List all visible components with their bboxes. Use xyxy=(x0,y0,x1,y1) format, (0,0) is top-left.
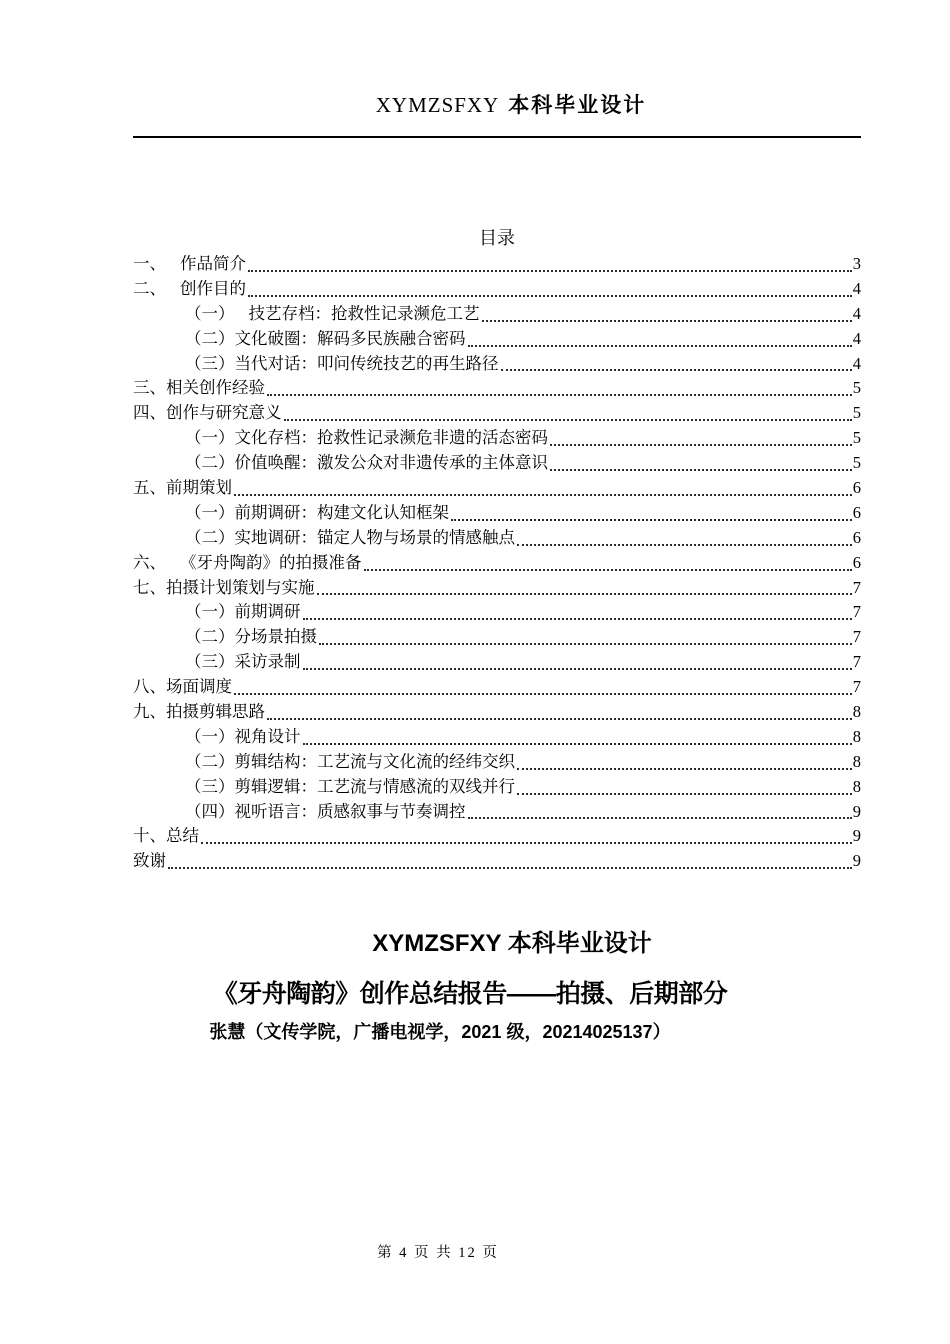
toc-entry-text: 《牙舟陶韵》的拍摄准备 xyxy=(180,552,362,572)
toc-entry-number: 五、 xyxy=(133,478,166,498)
report-heading: XYMZSFXY 本科毕业设计 xyxy=(372,930,652,957)
page-footer: 第 4 页 共 12 页 xyxy=(377,1245,499,1261)
toc-entry-page: 6 xyxy=(852,502,861,522)
toc-entry-page: 3 xyxy=(852,254,861,273)
toc-entry-text: 视角设计 xyxy=(234,726,301,746)
toc-entry-gap xyxy=(166,277,180,302)
toc-entry-number: 七、 xyxy=(133,577,166,597)
toc-entry-page: 4 xyxy=(852,303,861,323)
toc-entry-page: 9 xyxy=(852,801,861,821)
toc-entry-number: （一） xyxy=(185,602,235,622)
toc-entry-page: 5 xyxy=(852,453,861,473)
toc-entry-number: （二） xyxy=(185,453,235,473)
toc-leader-dots xyxy=(548,451,853,476)
toc-entry-text: 创作目的 xyxy=(180,278,246,298)
toc-entry-number: 一、 xyxy=(133,254,166,273)
toc-entry-page: 5 xyxy=(852,428,861,448)
toc-entry-page: 6 xyxy=(852,527,861,547)
toc-leader-dots xyxy=(449,501,853,526)
toc-leader-dots xyxy=(499,352,853,377)
toc-entry-text: 技艺存档：抢救性记录濒危工艺 xyxy=(248,303,480,323)
toc-entry[interactable] xyxy=(133,302,861,327)
toc-entry-text: 实地调研：锚定人物与场景的情感触点 xyxy=(234,527,515,547)
toc-entry[interactable] xyxy=(133,401,861,426)
toc-entry-number: 六、 xyxy=(133,552,166,572)
toc-entry-text: 创作与研究意义 xyxy=(166,403,282,423)
toc-entry[interactable] xyxy=(133,600,861,625)
toc-entry-text: 场面调度 xyxy=(166,677,232,697)
toc-entry-text: 致谢 xyxy=(133,851,166,871)
toc-entry[interactable] xyxy=(133,625,861,650)
toc-entry-page: 6 xyxy=(852,552,861,572)
toc-leader-dots xyxy=(232,476,853,501)
toc-entry-gap xyxy=(166,252,180,277)
toc-leader-dots xyxy=(246,252,853,277)
toc-entry[interactable] xyxy=(133,277,861,302)
toc-entry-page: 9 xyxy=(852,826,861,846)
report-title: 《牙舟陶韵》创作总结报告——拍摄、后期部分 xyxy=(212,980,728,1008)
toc-entry-page: 7 xyxy=(852,602,861,622)
toc-entry-text: 当代对话：叩问传统技艺的再生路径 xyxy=(234,353,499,373)
toc-leader-dots xyxy=(301,725,853,750)
toc-entry-page: 7 xyxy=(852,577,861,597)
toc-leader-dots xyxy=(282,401,853,426)
toc-entry-number: 二、 xyxy=(133,278,166,298)
toc-leader-dots xyxy=(232,675,853,700)
toc-entry-page: 4 xyxy=(852,278,861,298)
toc-entry[interactable] xyxy=(133,750,861,775)
toc-entry[interactable] xyxy=(133,501,861,526)
toc-entry[interactable] xyxy=(133,675,861,700)
toc-entry[interactable] xyxy=(133,775,861,800)
toc-entry-text: 前期调研 xyxy=(234,602,301,622)
toc-title: 目录 xyxy=(479,228,515,248)
toc-entry-text: 作品简介 xyxy=(180,254,246,273)
toc-entry-gap xyxy=(166,551,180,576)
toc-entry[interactable] xyxy=(133,526,861,551)
toc-entry-number: 十、 xyxy=(133,826,166,846)
toc-entry-page: 8 xyxy=(852,726,861,746)
toc-entry-text: 文化破圈：解码多民族融合密码 xyxy=(234,328,466,348)
report-author: 张慧（文传学院，广播电视学，2021 级，20214025137） xyxy=(209,1022,671,1042)
toc-entry-text: 相关创作经验 xyxy=(166,378,265,398)
toc-entry-text: 采访录制 xyxy=(234,652,301,672)
toc-entry-number: （三） xyxy=(185,652,235,672)
toc-entry[interactable] xyxy=(133,725,861,750)
toc-leader-dots xyxy=(466,327,853,352)
toc-leader-dots xyxy=(166,849,853,874)
toc-leader-dots xyxy=(315,576,853,601)
toc-leader-dots xyxy=(515,750,853,775)
toc-entry-number: （四） xyxy=(185,801,235,821)
toc-leader-dots xyxy=(466,800,853,825)
toc-entry-text: 拍摄计划策划与实施 xyxy=(166,577,315,597)
toc-entry-number: 三、 xyxy=(133,378,166,398)
toc-entry[interactable] xyxy=(133,252,861,277)
toc-list xyxy=(133,252,861,874)
toc-entry-number: （一） xyxy=(185,502,235,522)
header-title-cjk: 本科毕业设计 xyxy=(508,93,647,117)
toc-entry-number: 四、 xyxy=(133,403,166,423)
toc-entry-page: 4 xyxy=(852,328,861,348)
toc-leader-dots xyxy=(301,650,853,675)
toc-leader-dots xyxy=(317,625,853,650)
toc-entry-page: 6 xyxy=(852,478,861,498)
toc-entry-number: （三） xyxy=(185,776,235,796)
toc-leader-dots xyxy=(265,700,853,725)
toc-entry[interactable] xyxy=(133,700,861,725)
toc-entry[interactable] xyxy=(133,352,861,377)
toc-leader-dots xyxy=(265,376,853,401)
toc-entry[interactable] xyxy=(133,451,861,476)
toc-leader-dots xyxy=(515,775,853,800)
toc-entry-page: 8 xyxy=(852,776,861,796)
toc-entry-number: （一） xyxy=(185,726,235,746)
toc-entry[interactable] xyxy=(133,849,861,874)
toc-entry-number: （二） xyxy=(185,328,235,348)
toc-entry[interactable] xyxy=(133,576,861,601)
toc-entry-page: 8 xyxy=(852,702,861,722)
toc-entry-number: 八、 xyxy=(133,677,166,697)
toc-entry-number: 九、 xyxy=(133,702,166,722)
toc-entry-number: （一） xyxy=(185,303,235,323)
toc-leader-dots xyxy=(480,302,853,327)
toc-entry[interactable] xyxy=(133,327,861,352)
toc-entry-page: 7 xyxy=(852,677,861,697)
toc-entry-text: 总结 xyxy=(166,826,199,846)
toc-entry-page: 7 xyxy=(852,627,861,647)
toc-entry[interactable] xyxy=(133,824,861,849)
toc-entry-page: 4 xyxy=(852,353,861,373)
toc-entry-page: 8 xyxy=(852,751,861,771)
toc-entry-page: 5 xyxy=(852,403,861,423)
toc-entry-text: 分场景拍摄 xyxy=(234,627,317,647)
running-header xyxy=(147,92,875,119)
header-title-latin: XYMZSFXY xyxy=(375,93,500,117)
toc-entry-number: （一） xyxy=(185,428,235,448)
header-rule xyxy=(133,136,861,138)
toc-entry-text: 剪辑结构：工艺流与文化流的经纬交织 xyxy=(234,751,515,771)
toc-entry-page: 7 xyxy=(852,652,861,672)
toc-entry-text: 视听语言：质感叙事与节奏调控 xyxy=(234,801,466,821)
toc-entry-text: 剪辑逻辑：工艺流与情感流的双线并行 xyxy=(234,776,515,796)
toc-entry-text: 前期调研：构建文化认知框架 xyxy=(234,502,449,522)
toc-entry[interactable] xyxy=(133,650,861,675)
toc-leader-dots xyxy=(301,600,853,625)
toc-entry-gap xyxy=(235,302,249,327)
toc-entry-number: （二） xyxy=(185,527,235,547)
toc-leader-dots xyxy=(548,426,853,451)
toc-entry-text: 价值唤醒：激发公众对非遗传承的主体意识 xyxy=(234,453,548,473)
toc-entry-number: （二） xyxy=(185,751,235,771)
toc-entry[interactable] xyxy=(133,800,861,825)
toc-entry[interactable] xyxy=(133,476,861,501)
toc-entry-page: 5 xyxy=(852,378,861,398)
toc-leader-dots xyxy=(246,277,853,302)
toc-leader-dots xyxy=(199,824,853,849)
toc-entry[interactable] xyxy=(133,376,861,401)
toc-entry-text: 前期策划 xyxy=(166,478,232,498)
toc-entry[interactable] xyxy=(133,551,861,576)
toc-entry-number: （二） xyxy=(185,627,235,647)
toc-leader-dots xyxy=(515,526,853,551)
toc-entry-text: 拍摄剪辑思路 xyxy=(166,702,265,722)
toc-entry-number: （三） xyxy=(185,353,235,373)
toc-entry-text: 文化存档：抢救性记录濒危非遗的活态密码 xyxy=(234,428,548,448)
toc-leader-dots xyxy=(362,551,853,576)
toc-entry-page: 9 xyxy=(852,851,861,871)
toc-entry[interactable] xyxy=(133,426,861,451)
